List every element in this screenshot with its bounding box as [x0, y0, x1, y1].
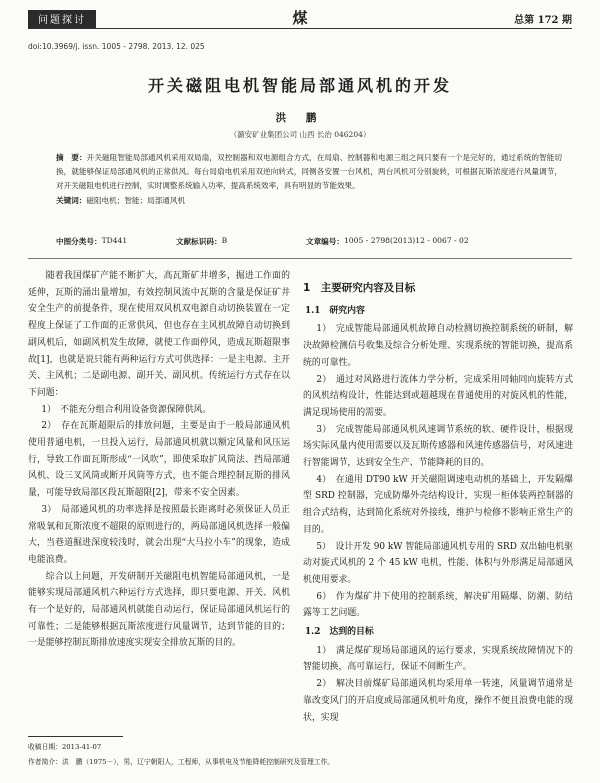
content-item-5: 5） 设计开发 90 kW 智能局部通风机专用的 SRD 双出轴电机驱动对旋式风机的 2 个 45 kW 电机，性能、体积与外形满足局部通风机使用要求。	[303, 541, 573, 585]
issue-number: 总第 172 期	[514, 15, 572, 26]
content-item-6: 6） 作为煤矿井下使用的控制系统，解决矿用隔爆、防潮、防结露等工艺问题。	[303, 591, 573, 619]
content-item-2: 2） 通过对风路进行流体力学分析，完成采用同轴同向旋转方式的风机结构设计，性能达到或超越现在普通使用的对旋风机的性能，满足现场使用的需要。	[303, 374, 573, 418]
footnote-rule	[28, 736, 123, 737]
clc-label: 中图分类号：	[56, 237, 102, 246]
paper-title: 开关磁阻电机智能局部通风机的开发	[147, 76, 452, 95]
subsection-1-2-heading: 1.2 达到的目标	[305, 627, 374, 638]
problem-2: 2） 存在瓦斯超限后的排放问题，主要是由于一般局部通风机使用普通电机，一旦投入运行，局部通风机就以额定风量和风压运行，导致工作面瓦斯形成“一风吹”，即使采取扩风筒法、挡局部通风机、设三叉风筒或断开风筒等方式，也不能合理控制瓦斯的排风量，可能导致局部区段瓦斯超限[2]，带来不安全因素。	[28, 421, 290, 499]
journal-name: 煤	[292, 9, 308, 27]
summary-paragraph: 综合以上问题，开发研制开关磁阻电机智能局部通风机，一是能够实现局部通风机六种运行方式选择，即只要电源、开关、风机有一个是好的，局部通风机就能自动运行，保证局部通风机运行的可靠性；二是能够根据瓦斯浓度进行风量调节，达到节能的目的；一是能够控制瓦斯排放速度实现安全排放瓦斯的目的。	[28, 571, 290, 649]
keywords: 磁阻电机；智能；局部通风机	[86, 195, 186, 205]
goal-item-2: 2） 解决目前煤矿局部通风机均采用单一转速，风量调节通常是靠改变风门的开启度或局部通风机叶角度，操作不便且浪费电能的现状，实现	[303, 679, 573, 723]
subsection-1-1-heading: 1.1 研究内容	[305, 305, 365, 316]
abstract-label: 摘 要：	[56, 153, 87, 162]
doc-code-label: 文献标识码：	[176, 237, 222, 246]
content-item-4: 4） 在通用 DT90 kW 开关磁阻调速电动机的基础上，开发隔爆型 SRD 控制器，完成防爆外壳结构设计，实现一柜体装两控制器的组合式结构，达到简化系统对外接线，维护与检修不影响正常生产的目的。	[303, 474, 573, 535]
goal-item-1: 1） 满足煤矿现场局部通风的运行要求，实现系统故障情况下的智能切换，高可靠运行，保证不间断生产。	[303, 645, 573, 673]
intro-paragraph: 随着我国煤矿产能不断扩大，高瓦斯矿井增多，掘进工作面的延伸，瓦斯的涌出量增加，有效控制风流中瓦斯的含量是保证矿井安全生产的前提条件，现在使用双风机双电源自动切换装置在一定程度上保证了工作面的正常供风，但也存在主风机故障自动切换到副风机后，如副风机发生故障，就使工作面停风，造成瓦斯超限事故[1]，也就是说只能有两种运行方式可供选择：一是主电源、主开关、主风机；二是副电源、副开关、副风机。传统运行方式存在以下问题：	[28, 271, 290, 398]
section-1-heading: 1 主要研究内容及目标	[303, 282, 416, 294]
problem-1: 1） 不能充分组合利用设备资源保障供风。	[41, 404, 212, 415]
doc-code-value: B	[221, 236, 228, 245]
author-name: 洪 鹏	[275, 112, 325, 124]
affiliation: （潞安矿业集团公司 山西 长治 046204）	[229, 130, 371, 139]
keywords-label: 关键词：	[56, 195, 87, 205]
footnote-received: 收稿日期：2013-41-07	[28, 743, 102, 751]
article-no-value: 1005 - 2798(2013)12 - 0067 - 02	[343, 236, 469, 245]
left-column	[28, 268, 290, 652]
footnote-author: 作者简介：洪 鹏（1975－），男，辽宁朝阳人，工程师，从事机电及节能降耗控制研究及管理工作。	[28, 758, 335, 766]
clc-value: TD441	[101, 236, 128, 245]
right-column	[303, 268, 573, 726]
abstract	[56, 151, 562, 208]
content-item-3: 3） 完成智能局部通风机风速调节系统的软、硬件设计，根据现场实际风量内使用需要以及瓦斯传感器和风速传感器信号，对风速进行智能调节，达到安全生产、节能降耗的目的。	[303, 424, 573, 469]
running-header	[28, 10, 572, 29]
doi: doi:10.3969/j. issn. 1005 - 2798. 2013. 12. 025	[28, 42, 205, 51]
abstract-text: 开关磁阻智能局部通风机采用双局扇，双控制器和双电源组合方式，在局扇、控制器和电源三组之间只要有一个是完好的，通过系统的智能切换，就能够保证局部通风机的正常供风。每台局扇电机采用双逆向转式，同侧各安置一台风机，两台风机可分别旋转，可根据瓦斯浓度进行风量调节，对开关磁阻电机进行控制，实时调整系统输入功率，提高系统效率，具有明显的节能效果。	[56, 153, 562, 191]
content-item-1: 1） 完成智能局部通风机故障自动检测切换控制系统的研制，解决故障检测信号收集及综合分析处理、实现系统的智能切换，提高系统的可靠性。	[303, 324, 573, 368]
article-no-label: 文章编号：	[306, 237, 344, 246]
section-tag: 问题探讨	[28, 10, 96, 28]
problem-3: 3） 局部通风机的功率选择是按照最长距离时必须保证人员正常吸氧和瓦斯浓度不超限的原则进行的，两局部通风机选择一般偏大，当巷道掘进深度较浅时，就会出现“大马拉小车”的现象，造成电能浪费。	[28, 504, 290, 565]
divider	[28, 258, 572, 259]
